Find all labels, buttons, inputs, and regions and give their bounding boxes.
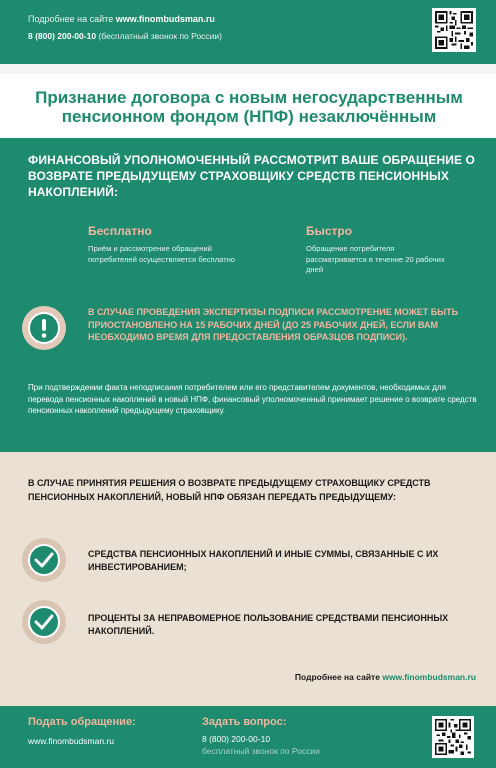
- warning-badge: [22, 306, 66, 350]
- obligation-item: СРЕДСТВА ПЕНСИОННЫХ НАКОПЛЕНИЙ И ИНЫЕ СУММЫ, СВЯЗАННЫЕ С ИХ ИНВЕСТИРОВАНИЕМ;: [88, 549, 439, 572]
- feature-fast-text: Обращение потребителя рассматривается в течение 20 рабочих дней: [306, 244, 445, 274]
- check-badge: [22, 600, 66, 644]
- obligations-heading: В СЛУЧАЕ ПРИНЯТИЯ РЕШЕНИЯ О ВОЗВРАТЕ ПРЕДЫДУЩЕМУ СТРАХОВЩИКУ СРЕДСТВ ПЕНСИОННЫХ НАКОПЛЕНИЙ, НОВЫЙ НПФ ОБЯЗАН ПЕРЕДАТЬ ПРЕДЫДУЩЕМУ:: [28, 478, 431, 502]
- feature-free-text: Приём и рассмотрение обращений потребителей осуществляется бесплатно: [88, 244, 236, 264]
- check-icon: [28, 544, 60, 576]
- header-site-link[interactable]: www.finombudsman.ru: [115, 14, 215, 24]
- header-phone: 8 (800) 200-00-10 (бесплатный звонок по России): [28, 31, 222, 41]
- footer-ask-note: бесплатный звонок по России: [202, 746, 320, 756]
- footer-ask-title: Задать вопрос:: [202, 716, 287, 728]
- more-info-link[interactable]: www.finombudsman.ru: [382, 672, 476, 682]
- qr-code-icon: [432, 716, 474, 758]
- header: [0, 0, 496, 64]
- title-band: [0, 64, 496, 138]
- qr-code-icon: [432, 8, 476, 52]
- feature-free-title: Бесплатно: [88, 224, 152, 238]
- decision-text: При подтверждении факта неподписания потребителем или его представителем документов, необходимых для перевода пенсионных накоплений в новый НПФ, финансовый уполномоченный принимает решение о возврате средств пенсионных накоплений предыдущему страховщику.: [28, 383, 477, 415]
- header-site: Подробнее на сайте www.finombudsman.ru: [28, 14, 215, 24]
- intro-heading: ФИНАНСОВЫЙ УПОЛНОМОЧЕННЫЙ РАССМОТРИТ ВАШЕ ОБРАЩЕНИЕ О ВОЗВРАТЕ ПРЕДЫДУЩЕМУ СТРАХОВЩИКУ СРЕДСТВ ПЕНСИОННЫХ НАКОПЛЕНИЙ:: [28, 153, 475, 199]
- warning-text: В СЛУЧАЕ ПРОВЕДЕНИЯ ЭКСПЕРТИЗЫ ПОДПИСИ РАССМОТРЕНИЕ МОЖЕТ БЫТЬ ПРИОСТАНОВЛЕНО НА 15 РАБОЧИХ ДНЕЙ (ДО 25 РАБОЧИХ ДНЕЙ, ЕСЛИ ВАМ НЕОБХОДИМО ВРЕМЯ ДЛЯ ПРЕДОСТАВЛЕНИЯ ОБРАЗЦОВ ПОДПИСИ).: [88, 307, 459, 342]
- feature-fast-title: Быстро: [306, 224, 353, 238]
- divider: [0, 64, 496, 74]
- exclamation-icon: [28, 312, 60, 344]
- more-info: Подробнее на сайте www.finombudsman.ru: [294, 672, 476, 682]
- footer-submit-title: Подать обращение:: [28, 716, 136, 728]
- obligation-item: ПРОЦЕНТЫ ЗА НЕПРАВОМЕРНОЕ ПОЛЬЗОВАНИЕ СРЕДСТВАМИ ПЕНСИОННЫХ НАКОПЛЕНИЙ.: [88, 613, 449, 636]
- check-icon: [28, 606, 60, 638]
- page-title: Признание договора с новым негосударственным пенсионном фондом (НПФ) незаключённым: [35, 88, 463, 126]
- header-phone-number[interactable]: 8 (800) 200-00-10: [28, 31, 97, 41]
- footer: [0, 706, 496, 768]
- footer-ask-phone[interactable]: 8 (800) 200-00-10: [202, 734, 271, 744]
- obligations-section: [0, 452, 496, 706]
- info-section: [0, 138, 496, 452]
- footer-submit-link[interactable]: www.finombudsman.ru: [28, 736, 114, 746]
- check-badge: [22, 538, 66, 582]
